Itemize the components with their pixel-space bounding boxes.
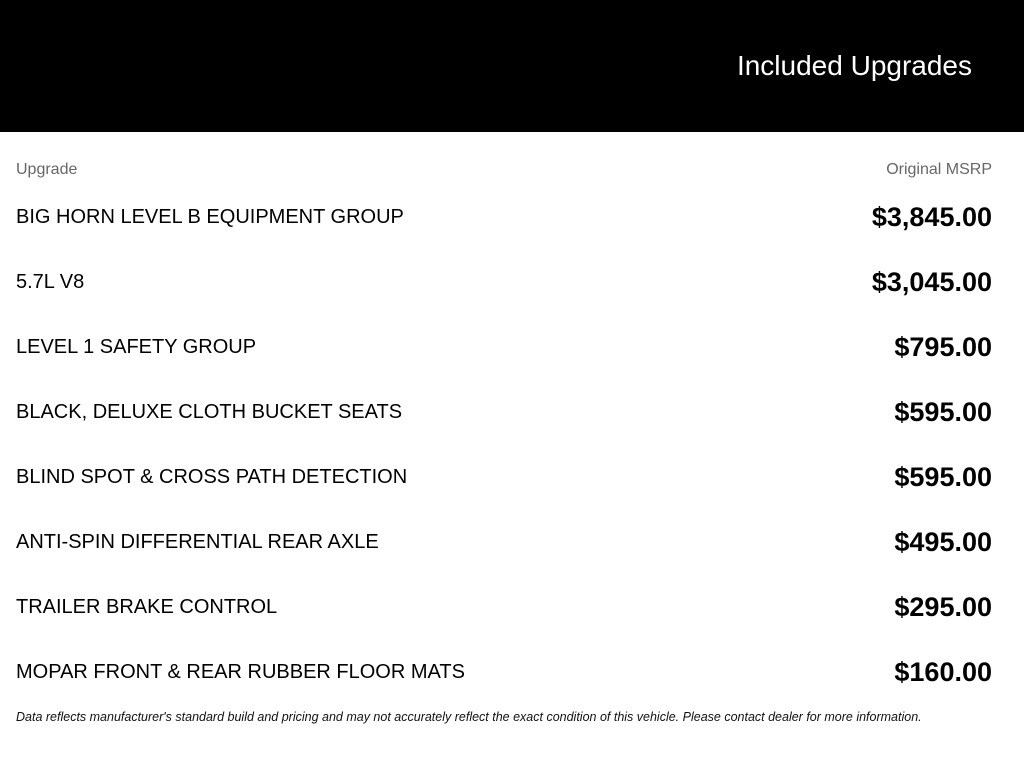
upgrade-price: $160.00 (894, 657, 992, 687)
upgrade-name: LEVEL 1 SAFETY GROUP (16, 336, 257, 358)
upgrade-price: $595.00 (894, 462, 992, 492)
upgrade-name: ANTI-SPIN DIFFERENTIAL REAR AXLE (16, 531, 379, 553)
upgrade-list (16, 185, 992, 705)
disclaimer-text: Data reflects manufacturer's standard build and pricing and may not accurately reflect the exact condition of this vehicle. Please contact dealer for more information. (16, 710, 922, 724)
upgrade-price: $495.00 (894, 527, 992, 557)
table-header (16, 158, 992, 182)
upgrade-row (16, 185, 992, 250)
column-header-upgrade: Upgrade (16, 161, 78, 178)
upgrade-price: $3,045.00 (871, 267, 992, 297)
upgrade-row (16, 380, 992, 445)
upgrade-price: $595.00 (894, 397, 992, 427)
upgrade-row (16, 640, 992, 705)
upgrade-row (16, 575, 992, 640)
upgrades-table (16, 158, 992, 705)
page-title: Included Upgrades (736, 50, 972, 81)
column-header-msrp: Original MSRP (886, 161, 992, 178)
upgrade-price: $295.00 (894, 592, 992, 622)
upgrade-name: BLACK, DELUXE CLOTH BUCKET SEATS (16, 401, 403, 423)
upgrade-name: BIG HORN LEVEL B EQUIPMENT GROUP (16, 206, 404, 228)
header-banner (0, 0, 1024, 132)
upgrade-row (16, 510, 992, 575)
upgrade-name: 5.7L V8 (16, 271, 85, 293)
upgrade-name: BLIND SPOT & CROSS PATH DETECTION (16, 466, 408, 488)
upgrade-name: TRAILER BRAKE CONTROL (16, 596, 278, 618)
upgrade-row (16, 250, 992, 315)
upgrade-row (16, 315, 992, 380)
upgrade-price: $3,845.00 (871, 202, 992, 232)
upgrade-row (16, 445, 992, 510)
upgrade-price: $795.00 (894, 332, 992, 362)
upgrade-name: MOPAR FRONT & REAR RUBBER FLOOR MATS (16, 661, 465, 683)
